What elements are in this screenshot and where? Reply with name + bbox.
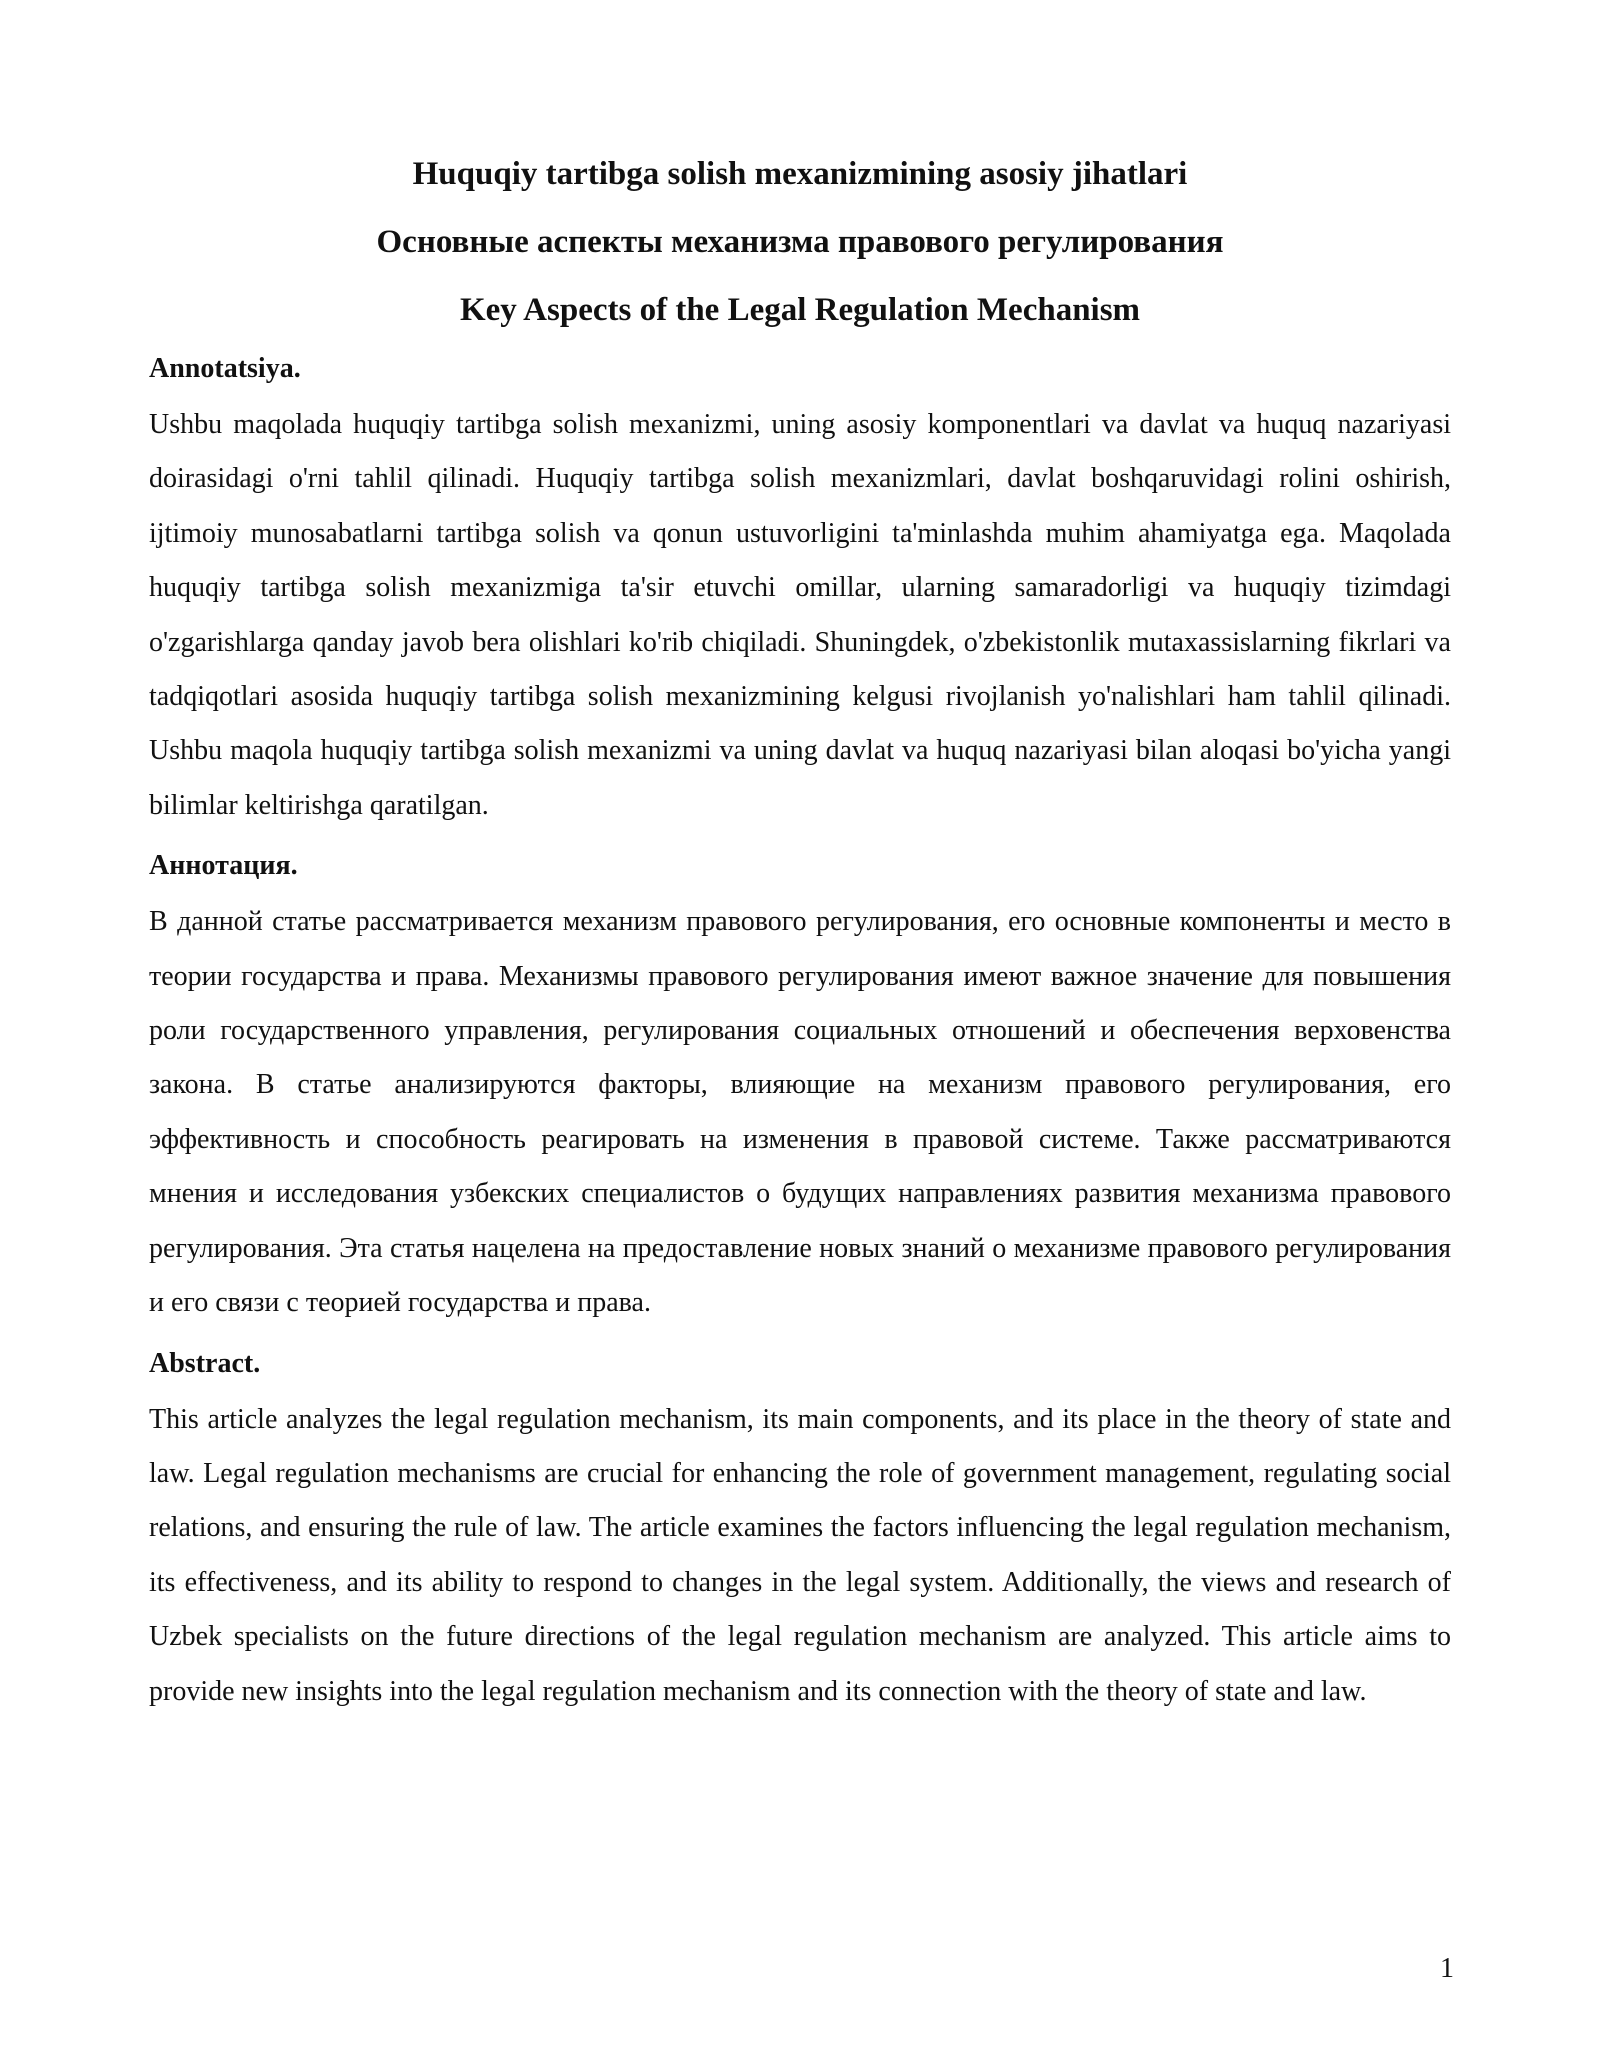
title-english: Key Aspects of the Legal Regulation Mechanism xyxy=(459,292,1141,328)
section-heading: Аннотация. xyxy=(149,850,298,882)
abstracts-content xyxy=(149,350,1451,1733)
title-russian: Основные аспекты механизма правового регулирования xyxy=(376,224,1224,260)
section-english-abstract xyxy=(149,1345,1451,1719)
section-body: Ushbu maqolada huquqiy tartibga solish mexanizmi, uning asosiy komponentlari va davlat va huquq nazariyasi doirasidagi o'rni tahlil qilinadi. Huquqiy tartibga solish mexanizmlari, davlat boshqaruvidagi rolini oshirish, ijtimoiy munosabatlarni tartibga solish va qonun ustuvorligini ta'minlashda muhim ahamiyatga ega. Maqolada huquqiy tartibga solish mexanizmiga ta'sir etuvchi omillar, ularning samaradorligi va huquqiy tizimdagi o'zgarishlarga qanday javob bera olishlari ko'rib chiqiladi. Shuningdek, o'zbekistonlik mutaxassislarning fikrlari va tadqiqotlari asosida huquqiy tartibga solish mexanizmining kelgusi rivojlanish yo'nalishlari ham tahlil qilinadi. Ushbu maqola huquqiy tartibga solish mexanizmi va uning davlat va huquq nazariyasi bilan aloqasi bo'yicha yangi bilimlar keltirishga qaratilgan. xyxy=(149,409,1451,821)
title-uzbek: Huquqiy tartibga solish mexanizmining asosiy jihatlari xyxy=(412,156,1188,192)
section-russian-annotation xyxy=(149,847,1451,1330)
title-block xyxy=(150,140,1450,344)
section-heading: Annotatsiya. xyxy=(149,353,301,384)
page-number: 1 xyxy=(1440,1953,1454,1984)
section-heading: Abstract. xyxy=(149,1347,261,1379)
section-body: This article analyzes the legal regulation mechanism, its main components, and its place in the theory of state and law. Legal regulation mechanisms are crucial for enhancing the role of government management, regulating social relations, and ensuring the rule of law. The article examines the factors influencing the legal regulation mechanism, its effectiveness, and its ability to respond to changes in the legal system. Additionally, the views and research of Uzbek specialists on the future directions of the legal regulation mechanism are analyzed. This article aims to provide new insights into the legal regulation mechanism and its connection with the theory of state and law. xyxy=(149,1403,1451,1707)
section-uzbek-annotation xyxy=(149,350,1451,833)
section-body: В данной статье рассматривается механизм правового регулирования, его основные компоненты и место в теории государства и права. Механизмы правового регулирования имеют важное значение для повышения роли государственного управления, регулирования социальных отношений и обеспечения верховенства закона. В статье анализируются факторы, влияющие на механизм правового регулирования, его эффективность и способность реагировать на изменения в правовой системе. Также рассматриваются мнения и исследования узбекских специалистов о будущих направлениях развития механизма правового регулирования. Эта статья нацелена на предоставление новых знаний о механизме правового регулирования и его связи с теорией государства и права. xyxy=(149,906,1451,1319)
